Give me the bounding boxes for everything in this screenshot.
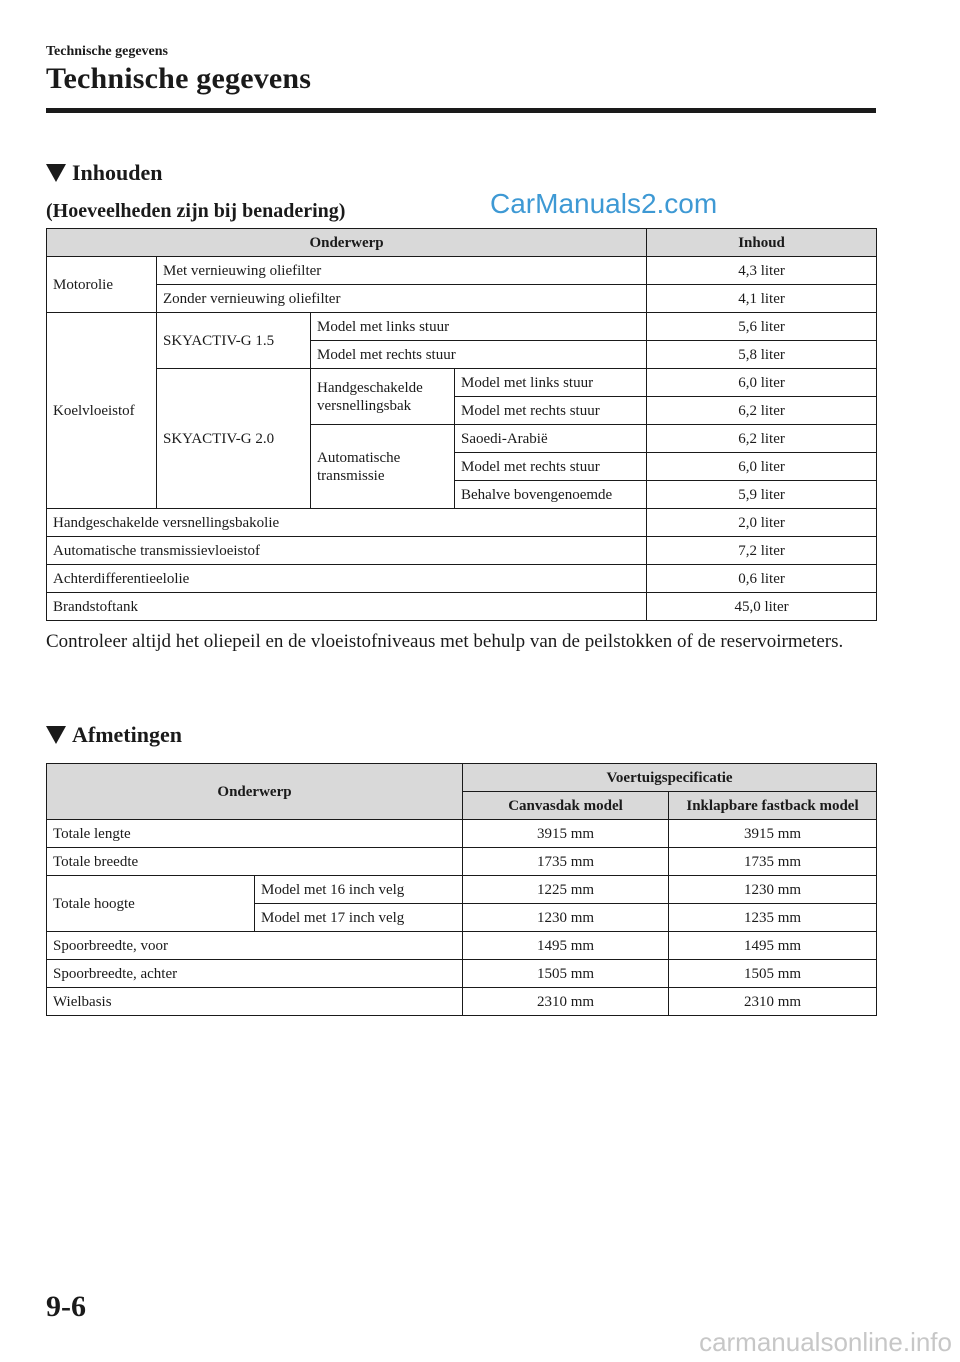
capacities-heading-text: Inhouden: [72, 160, 163, 185]
table-header-row: [47, 229, 877, 257]
row-label: Met vernieuwing oliefilter: [157, 257, 647, 285]
row-label: Totale breedte: [47, 848, 463, 876]
table-row: [47, 565, 877, 593]
row-value: 45,0 liter: [647, 593, 877, 621]
row-label: Model met 17 inch velg: [255, 904, 463, 932]
dimensions-heading-text: Afmetingen: [72, 722, 182, 747]
row-value: 0,6 liter: [647, 565, 877, 593]
row-value: 1505 mm: [463, 960, 669, 988]
row-label: Model met rechts stuur: [311, 341, 647, 369]
row-value: 1505 mm: [669, 960, 877, 988]
table-row: [47, 988, 877, 1016]
row-label: Wielbasis: [47, 988, 463, 1016]
transmission-label: Automatische transmissie: [311, 425, 455, 509]
row-value: 1235 mm: [669, 904, 877, 932]
row-label: Model met links stuur: [455, 369, 647, 397]
table-row: [47, 313, 877, 341]
transmission-label: Handgeschakelde versnellingsbak: [311, 369, 455, 425]
row-label: Zonder vernieuwing oliefilter: [157, 285, 647, 313]
page-title: Technische gegevens: [46, 62, 312, 95]
row-value: 3915 mm: [669, 820, 877, 848]
row-label: Achterdifferentieelolie: [47, 565, 647, 593]
table-row: [47, 932, 877, 960]
dimensions-table: [46, 763, 877, 1016]
column-header: Inhoud: [647, 229, 877, 257]
capacities-heading: [46, 160, 163, 186]
watermark: CarManuals2.com: [490, 188, 718, 219]
row-value: 1495 mm: [463, 932, 669, 960]
row-value: 5,6 liter: [647, 313, 877, 341]
row-value: 6,2 liter: [647, 397, 877, 425]
row-label: Model met rechts stuur: [455, 453, 647, 481]
table-header-row: [47, 764, 877, 792]
row-value: 6,2 liter: [647, 425, 877, 453]
capacities-note: Controleer altijd het oliepeil en de vloeistofniveaus met behulp van de peilstokken of de reservoirmeters.: [46, 631, 844, 652]
table-row: [47, 960, 877, 988]
row-value: 6,0 liter: [647, 453, 877, 481]
title-divider: [46, 108, 876, 113]
column-header: Voertuigspecificatie: [463, 764, 877, 792]
table-row: [47, 257, 877, 285]
row-value: 1225 mm: [463, 876, 669, 904]
row-label: Spoorbreedte, achter: [47, 960, 463, 988]
capacities-table: [46, 228, 877, 621]
row-value: 6,0 liter: [647, 369, 877, 397]
table-row: [47, 509, 877, 537]
column-header: Canvasdak model: [463, 792, 669, 820]
row-value: 5,8 liter: [647, 341, 877, 369]
row-value: 2310 mm: [463, 988, 669, 1016]
row-label: Spoorbreedte, voor: [47, 932, 463, 960]
row-value: 4,1 liter: [647, 285, 877, 313]
row-value: 2310 mm: [669, 988, 877, 1016]
row-label: Totale lengte: [47, 820, 463, 848]
table-row: [47, 848, 877, 876]
row-group-label: Koelvloeistof: [47, 313, 157, 509]
table-row: [47, 876, 877, 904]
row-label: Model met 16 inch velg: [255, 876, 463, 904]
row-label: Model met rechts stuur: [455, 397, 647, 425]
row-value: 1735 mm: [669, 848, 877, 876]
row-value: 7,2 liter: [647, 537, 877, 565]
row-label: Brandstoftank: [47, 593, 647, 621]
row-value: 2,0 liter: [647, 509, 877, 537]
row-value: 5,9 liter: [647, 481, 877, 509]
row-value: 3915 mm: [463, 820, 669, 848]
capacities-subheading: (Hoeveelheden zijn bij benadering): [46, 200, 346, 222]
row-group-label: Totale hoogte: [47, 876, 255, 932]
footer-watermark: carmanualsonline.info: [699, 1327, 952, 1357]
row-label: Behalve bovengenoemde: [455, 481, 647, 509]
table-row: [47, 537, 877, 565]
row-value: 1495 mm: [669, 932, 877, 960]
row-value: 1735 mm: [463, 848, 669, 876]
table-row: [47, 820, 877, 848]
engine-label: SKYACTIV-G 2.0: [157, 369, 311, 509]
column-header: Onderwerp: [47, 229, 647, 257]
column-header: Onderwerp: [47, 764, 463, 820]
dimensions-heading: [46, 722, 182, 748]
column-header: Inklapbare fastback model: [669, 792, 877, 820]
engine-label: SKYACTIV-G 1.5: [157, 313, 311, 369]
triangle-down-icon: [46, 726, 66, 744]
row-label: Handgeschakelde versnellingsbakolie: [47, 509, 647, 537]
table-row: [47, 285, 877, 313]
breadcrumb: Technische gegevens: [46, 44, 168, 59]
row-value: 4,3 liter: [647, 257, 877, 285]
row-value: 1230 mm: [669, 876, 877, 904]
row-label: Model met links stuur: [311, 313, 647, 341]
row-group-label: Motorolie: [47, 257, 157, 313]
row-label: Saoedi-Arabië: [455, 425, 647, 453]
triangle-down-icon: [46, 164, 66, 182]
table-row: [47, 369, 877, 397]
page-number: 9-6: [46, 1290, 86, 1323]
row-value: 1230 mm: [463, 904, 669, 932]
row-label: Automatische transmissievloeistof: [47, 537, 647, 565]
table-row: [47, 593, 877, 621]
